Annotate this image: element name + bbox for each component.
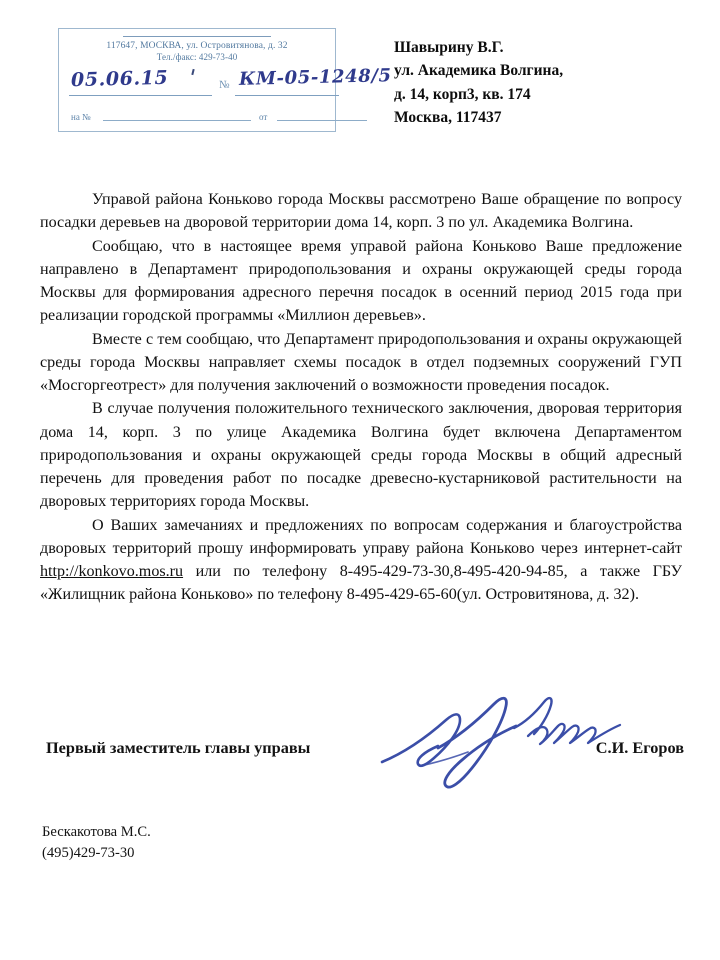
registration-stamp	[58, 28, 392, 132]
stamp-number-handwritten: КМ-05-1248/5	[238, 64, 392, 90]
letter-body	[40, 188, 682, 607]
addressee-city-postcode: Москва, 117437	[394, 108, 502, 126]
addressee-street: ул. Академика Волгина,	[394, 62, 564, 80]
stamp-reference-row	[69, 107, 325, 127]
body-paragraph-4: В случае получения положительного технического заключения, дворовая территория дома 14, корп. 3 по улице Академика Волгина будет включена Департаментом природопользования и охраны окружающей среды города Москвы в общий адресный перечень для проведения работ по посадке древесно-кустарниковой растительности на дворовых территориях города Москвы.	[40, 400, 682, 511]
body-paragraph-1: Управой района Коньково города Москвы рассмотрено Ваше обращение по вопросу посадки деревьев на дворовой территории дома 14, корп. 3 по ул. Академика Волгина.	[40, 191, 682, 232]
executor-phone: (495)429-73-30	[42, 844, 135, 861]
executor-name: Бескакотова М.С.	[42, 824, 151, 840]
signature-block	[46, 738, 684, 766]
executor-contact-block	[42, 822, 151, 863]
signatory-title: Первый заместитель главы управы	[46, 738, 311, 757]
stamp-ref-from-rule	[277, 120, 367, 121]
stamp-ref-label: на №	[71, 111, 91, 122]
stamp-date-rule	[69, 95, 212, 96]
konkovo-website-link[interactable]: http://konkovo.mos.ru	[40, 563, 184, 580]
stamp-date-handwritten: 05.06.15	[70, 66, 169, 91]
letter-header	[0, 28, 720, 148]
stamp-date-number-row	[69, 64, 392, 100]
addressee-block	[394, 36, 563, 129]
stamp-ref-rule	[103, 120, 251, 121]
stamp-top-rule	[123, 36, 271, 37]
body-paragraph-2: Сообщаю, что в настоящее время управой района Коньково Ваше предложение направлено в Департамент природопользования и охраны окружающей среды города Москвы для формирования адресного перечня посадок в осенний период 2015 года при реализации городской программы «Миллион деревьев».	[40, 237, 682, 325]
body-paragraph-5-text-after: или по телефону 8-495-429-73-30,8-495-420-94-85, а также ГБУ «Жилищник района Коньково» по телефону 8-495-429-65-60(ул. Островитянова, д. 32).	[40, 563, 682, 604]
signatory-name: С.И. Егоров	[595, 738, 684, 757]
body-paragraph-5-text-before: О Ваших замечаниях и предложениях по вопросам содержания и благоустройства дворовых территорий прошу информировать управу района Коньково через интернет-сайт	[40, 516, 682, 557]
addressee-name: Шавырину В.Г.	[394, 39, 504, 56]
body-paragraph-3: Вместе с тем сообщаю, что Департамент природопользования и охраны окружающей среды города Москвы направляет схемы посадок в отдел подземных сооружений ГУП «Мосгоргеотрест» для получения заключений о возможности проведения посадок.	[40, 330, 682, 394]
body-paragraph-5	[40, 514, 682, 607]
stamp-org-address: 117647, МОСКВА, ул. Островитянова, д. 32	[106, 41, 288, 51]
stamp-ref-from-label: от	[259, 111, 268, 122]
stamp-number-symbol: №	[219, 78, 230, 91]
addressee-building: д. 14, корп3, кв. 174	[394, 85, 531, 103]
stamp-number-rule	[235, 95, 339, 96]
stamp-phone-fax: Тел./факс: 429-73-40	[156, 52, 238, 63]
